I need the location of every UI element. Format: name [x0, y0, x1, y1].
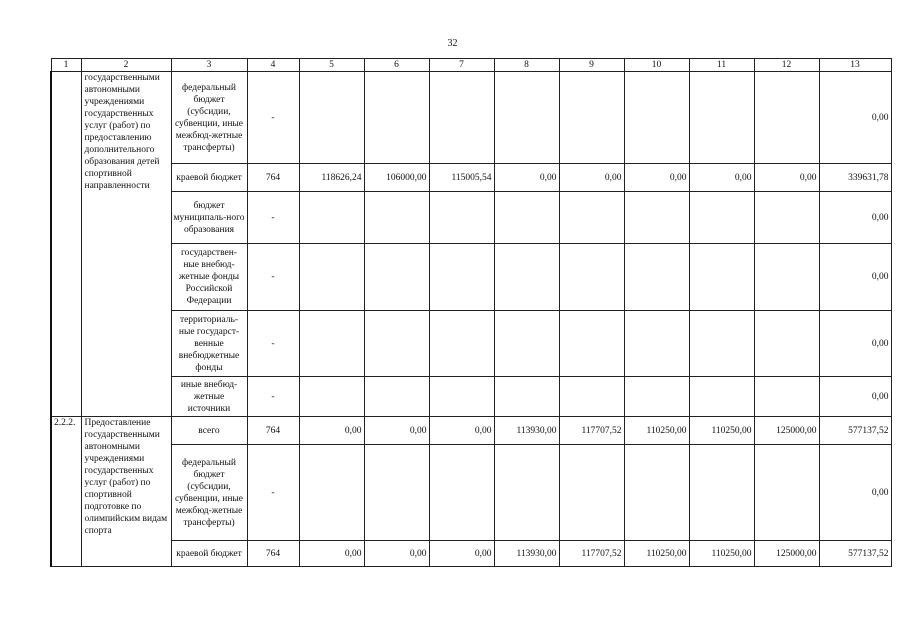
header-cell: 2	[81, 59, 171, 72]
value-cell: 0,00	[364, 417, 429, 445]
value-cell	[624, 192, 689, 244]
header-cell: 13	[819, 59, 891, 72]
value-cell	[364, 192, 429, 244]
value-cell	[429, 377, 494, 417]
value-cell: 117707,52	[559, 541, 624, 567]
header-cell: 1	[51, 59, 81, 72]
budget-code: -	[247, 445, 299, 541]
funding-source: всего	[171, 417, 247, 445]
header-cell: 3	[171, 59, 247, 72]
header-cell: 7	[429, 59, 494, 72]
value-cell: 0,00	[299, 541, 364, 567]
total-cell: 0,00	[819, 244, 891, 311]
value-cell: 0,00	[624, 164, 689, 192]
value-cell	[559, 192, 624, 244]
table-row	[51, 164, 891, 192]
value-cell	[494, 377, 559, 417]
value-cell: 125000,00	[754, 417, 819, 445]
funding-source: иные внебюд-жетные источники	[171, 377, 247, 417]
value-cell	[754, 244, 819, 311]
value-cell	[494, 72, 559, 164]
table-row	[51, 192, 891, 244]
funding-source: федеральный бюджет (субсидии, субвенции, иные межбюд-жетные трансферты)	[171, 72, 247, 164]
value-cell	[754, 311, 819, 377]
value-cell: 0,00	[364, 541, 429, 567]
value-cell	[364, 445, 429, 541]
value-cell: 0,00	[494, 164, 559, 192]
value-cell	[494, 311, 559, 377]
value-cell	[364, 377, 429, 417]
value-cell	[754, 192, 819, 244]
value-cell: 117707,52	[559, 417, 624, 445]
page-number: 32	[447, 38, 458, 49]
value-cell: 125000,00	[754, 541, 819, 567]
funding-source: государствен-ные внебюд-жетные фонды Российской Федерации	[171, 244, 247, 311]
table-row	[51, 377, 891, 417]
value-cell	[299, 192, 364, 244]
total-cell: 0,00	[819, 377, 891, 417]
value-cell: 0,00	[299, 417, 364, 445]
value-cell	[559, 72, 624, 164]
value-cell	[494, 192, 559, 244]
total-cell: 0,00	[819, 72, 891, 164]
value-cell	[754, 72, 819, 164]
table-row	[51, 72, 891, 164]
value-cell	[624, 72, 689, 164]
header-cell: 11	[689, 59, 754, 72]
value-cell	[299, 244, 364, 311]
value-cell: 110250,00	[689, 417, 754, 445]
table-row	[51, 244, 891, 311]
table-row	[51, 417, 891, 445]
value-cell	[689, 72, 754, 164]
funding-source: краевой бюджет	[171, 541, 247, 567]
value-cell: 113930,00	[494, 541, 559, 567]
budget-code: -	[247, 192, 299, 244]
value-cell: 0,00	[429, 541, 494, 567]
value-cell: 0,00	[429, 417, 494, 445]
header-row	[51, 59, 891, 72]
value-cell	[754, 445, 819, 541]
value-cell	[299, 377, 364, 417]
value-cell	[364, 311, 429, 377]
value-cell	[624, 377, 689, 417]
budget-code: 764	[247, 541, 299, 567]
funding-source: территориаль-ные государст-венные внебюджетные фонды	[171, 311, 247, 377]
value-cell: 106000,00	[364, 164, 429, 192]
total-cell: 577137,52	[819, 541, 891, 567]
value-cell: 113930,00	[494, 417, 559, 445]
budget-code: -	[247, 311, 299, 377]
funding-source: краевой бюджет	[171, 164, 247, 192]
value-cell	[559, 311, 624, 377]
value-cell	[689, 445, 754, 541]
funding-source: бюджет муниципаль-ного образования	[171, 192, 247, 244]
value-cell	[559, 244, 624, 311]
total-cell: 0,00	[819, 445, 891, 541]
table-row	[51, 311, 891, 377]
value-cell: 0,00	[754, 164, 819, 192]
budget-table	[50, 58, 892, 567]
value-cell	[299, 72, 364, 164]
funding-source: федеральный бюджет (субсидии, субвенции, иные межбюд-жетные трансферты)	[171, 445, 247, 541]
value-cell: 0,00	[689, 164, 754, 192]
budget-code: -	[247, 244, 299, 311]
item-number	[51, 72, 81, 417]
value-cell: 110250,00	[689, 541, 754, 567]
item-name: государственными автономными учреждениями государственных услуг (работ) по предоставлению дополнительного образования детей спортивной направленности	[81, 72, 171, 417]
value-cell	[754, 377, 819, 417]
value-cell	[689, 244, 754, 311]
header-cell: 9	[559, 59, 624, 72]
item-name: Предоставление государственными автономными учреждениями государственных услуг (работ) по спортивной подготовке по олимпийским видам спорта	[81, 417, 171, 567]
budget-code: 764	[247, 164, 299, 192]
item-number: 2.2.2.	[51, 417, 81, 567]
value-cell: 118626,24	[299, 164, 364, 192]
value-cell: 110250,00	[624, 541, 689, 567]
value-cell	[364, 72, 429, 164]
value-cell	[624, 244, 689, 311]
value-cell	[689, 377, 754, 417]
value-cell	[559, 377, 624, 417]
value-cell	[429, 445, 494, 541]
total-cell: 339631,78	[819, 164, 891, 192]
value-cell	[624, 445, 689, 541]
value-cell	[299, 311, 364, 377]
total-cell: 577137,52	[819, 417, 891, 445]
header-cell: 4	[247, 59, 299, 72]
header-cell: 6	[364, 59, 429, 72]
value-cell	[429, 192, 494, 244]
value-cell	[429, 244, 494, 311]
value-cell	[559, 445, 624, 541]
value-cell	[494, 244, 559, 311]
value-cell	[624, 311, 689, 377]
total-cell: 0,00	[819, 311, 891, 377]
value-cell	[429, 311, 494, 377]
budget-code: -	[247, 72, 299, 164]
value-cell	[494, 445, 559, 541]
header-cell: 12	[754, 59, 819, 72]
budget-code: 764	[247, 417, 299, 445]
value-cell	[299, 445, 364, 541]
value-cell: 0,00	[559, 164, 624, 192]
value-cell	[689, 311, 754, 377]
value-cell: 110250,00	[624, 417, 689, 445]
budget-code: -	[247, 377, 299, 417]
value-cell	[429, 72, 494, 164]
header-cell: 8	[494, 59, 559, 72]
total-cell: 0,00	[819, 192, 891, 244]
header-cell: 5	[299, 59, 364, 72]
header-cell: 10	[624, 59, 689, 72]
table-row	[51, 445, 891, 541]
value-cell: 115005,54	[429, 164, 494, 192]
value-cell	[364, 244, 429, 311]
table-row	[51, 541, 891, 567]
value-cell	[689, 192, 754, 244]
